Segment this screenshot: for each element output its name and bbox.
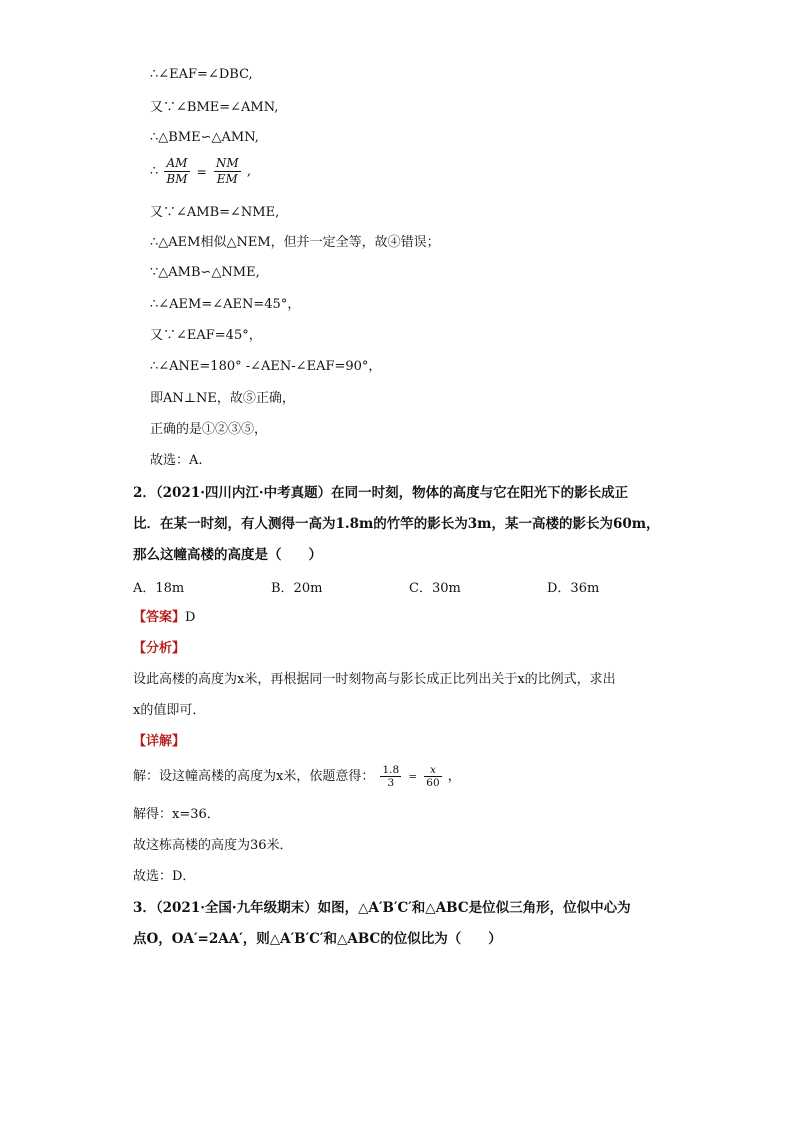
therefore-symbol: ∴ (150, 164, 159, 179)
analysis-tag: 【分析】 (133, 641, 186, 656)
detail-line-1 (133, 764, 461, 789)
q2-stem-line-1: 2．（2021·四川内江·中考真题）在同一时刻，物体的高度与它在阳光下的影长成正 (133, 485, 629, 501)
solution-line-6: ∴△AEM相似△NEM，但并一定全等，故④错误； (150, 235, 440, 250)
fraction-nm-em (214, 156, 241, 187)
q2-option-a: A．18m (133, 581, 185, 596)
solution-line-4 (150, 156, 251, 187)
analysis-line-1: 设此高楼的高度为x米，再根据同一时刻物高与影长成正比列出关于x的比例式，求出 (133, 672, 616, 687)
q3-stem-line-1: 3．（2021·全国·九年级期末）如图，△A′B′C′和△ABC是位似三角形，位似中心为 (133, 900, 631, 916)
q3-stem-line-2: 点O，OA′=2AA′，则△A′B′C′和△ABC的位似比为（ ） (133, 931, 502, 947)
solution-line-3: ∴△BME∽△AMN, (150, 130, 259, 145)
fraction-am-bm (164, 156, 189, 187)
equals-sign: = (408, 770, 418, 783)
solution-line-1: ∴∠EAF=∠DBC, (150, 67, 253, 82)
comma: ， (447, 769, 461, 784)
fraction-1-8-over-3 (380, 764, 401, 789)
solution-line-7: ∵△AMB∽△NME, (150, 265, 260, 280)
solution-line-2: 又∵∠BME=∠AMN, (150, 100, 279, 115)
detail-line-4: 故选：D． (133, 869, 196, 884)
solution-line-13: 故选：A. (150, 453, 203, 468)
fraction-x-over-60 (424, 764, 441, 789)
detail-line-3: 故这栋高楼的高度为36米． (133, 838, 293, 853)
equals-sign: = (196, 164, 207, 179)
analysis-line-2: x的值即可． (133, 703, 206, 718)
fraction-denominator: BM (166, 172, 188, 186)
answer-value: D (185, 610, 196, 625)
fraction-denominator: EM (216, 172, 238, 186)
comma: , (246, 164, 251, 179)
q2-stem-line-2: 比．在某一时刻，有人测得一高为1.8m的竹竿的影长为3m，某一高楼的影长为60m， (133, 516, 660, 532)
fraction-numerator: AM (164, 156, 189, 172)
fraction-denominator: 60 (426, 777, 440, 789)
solution-line-5: 又∵∠AMB=∠NME, (150, 205, 280, 220)
detail-line-1-text: 解：设这幢高楼的高度为x米，依题意得： (133, 769, 375, 784)
q2-option-d: D．36m (547, 581, 600, 596)
detail-line-2: 解得：x=36． (133, 807, 220, 822)
solution-line-10: ∴∠ANE=180° -∠AEN-∠EAF=90°， (150, 359, 382, 374)
fraction-numerator: 1.8 (382, 764, 400, 776)
q2-option-b: B．20m (271, 581, 323, 596)
detail-tag: 【详解】 (133, 734, 186, 749)
q2-stem-line-3: 那么这幢高楼的高度是（ ） (133, 547, 322, 563)
fraction-numerator: x (424, 764, 441, 777)
solution-line-11: 即AN⊥NE，故⑤正确， (150, 391, 295, 406)
q2-option-c: C．30m (409, 581, 461, 596)
q2-answer (133, 609, 195, 627)
solution-line-12: 正确的是①②③⑤， (150, 422, 268, 437)
fraction-numerator: NM (215, 156, 239, 170)
solution-line-9: 又∵∠EAF=45°， (150, 328, 262, 343)
answer-tag: 【答案】 (133, 610, 186, 625)
solution-line-8: ∴∠AEM=∠AEN=45°， (150, 297, 301, 312)
fraction-denominator: 3 (387, 777, 395, 789)
